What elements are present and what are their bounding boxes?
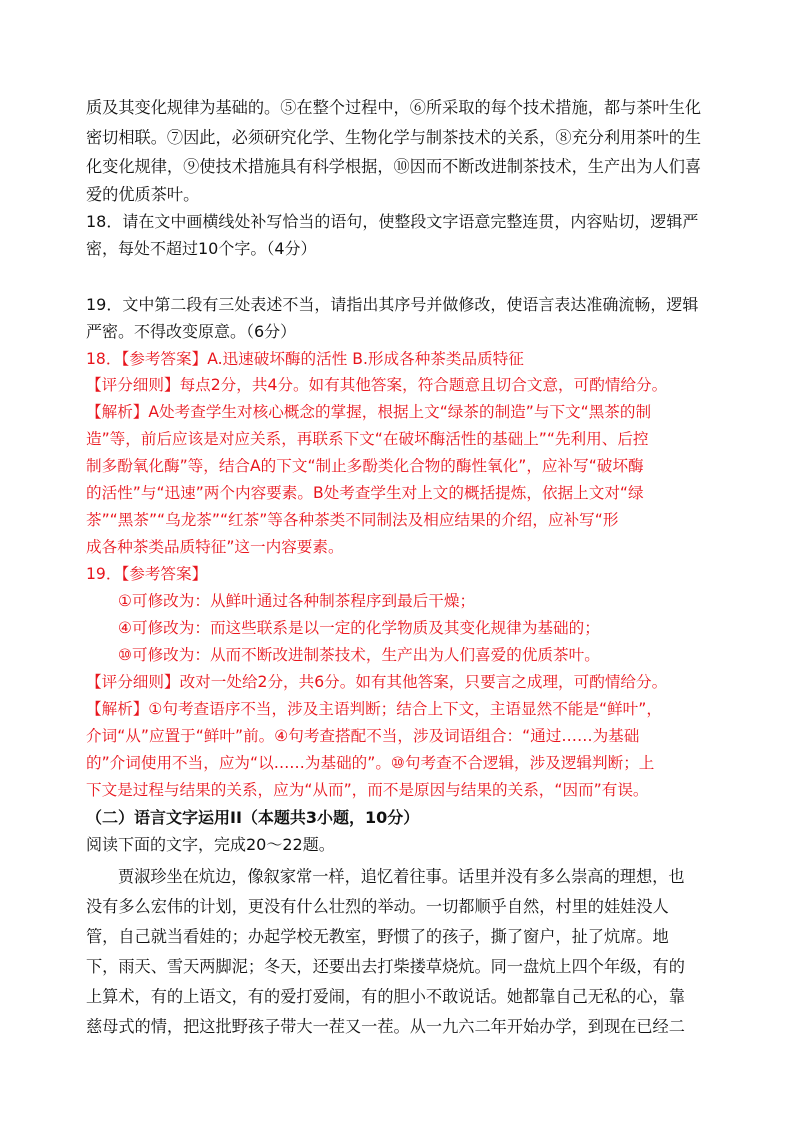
answer-18-analysis: 造”等，前后应该是对应关系，再联系下文“在破坏酶活性的基础上”“先利用、后控	[86, 430, 649, 448]
answer-19-analysis: 【解析】①句考查语序不当，涉及主语判断；结合上下文，主语显然不能是“鲜叶”，	[86, 700, 662, 718]
answer-18-line: 18．【参考答案】A.迅速破坏酶的活性 B.形成各种茶类品质特征	[86, 350, 524, 368]
question-18-line: 密，每处不超过10个字。（4分）	[86, 239, 317, 258]
answer-19-item: ①可修改为：从鲜叶通过各种制茶程序到最后干燥；	[118, 592, 476, 610]
answer-18-analysis: 【解析】A处考查学生对核心概念的掌握，根据上文“绿茶的制造”与下文“黑茶的制	[86, 403, 652, 421]
question-19-line: 19．文中第二段有三处表述不当，请指出其序号并做修改，使语言表达准确流畅，逻辑	[86, 295, 699, 314]
answer-19-item: ④可修改为：而这些联系是以一定的化学物质及其变化规律为基础的；	[118, 619, 600, 637]
passage-2-line: 慈母式的情，把这批野孩子带大一茬又一茬。从一九六二年开始办学，到现在已经二	[86, 1017, 685, 1036]
passage-2-line: 下，雨天、雪天两脚泥；冬天，还要出去打柴搂草烧炕。同一盘炕上四个年级，有的	[86, 957, 685, 976]
passage-2-line: 上算术，有的上语文，有的爱打爱闹，有的胆小不敢说话。她都靠自己无私的心，靠	[86, 987, 685, 1006]
question-19-line: 严密。不得改变原意。（6分）	[86, 322, 297, 341]
answer-19-title: 19．【参考答案】	[86, 565, 208, 583]
passage-line: 质及其变化规律为基础的。⑤在整个过程中，⑥所采取的每个技术措施，都与茶叶生化	[86, 98, 702, 117]
answer-19-scoring: 【评分细则】改对一处给2分，共6分。如有其他答案，只要言之成理，可酌情给分。	[86, 673, 668, 691]
answer-19-analysis: 介词“从”应置于“鲜叶”前。④句考查搭配不当，涉及词语组合：“通过……为基础	[86, 727, 640, 745]
passage-2-line: 贾淑珍坐在炕边，像叙家常一样，追忆着往事。话里并没有多么崇高的理想，也	[118, 867, 685, 886]
answer-18-scoring: 【评分细则】每点2分，共4分。如有其他答案，符合题意且切合文意，可酌情给分。	[86, 376, 668, 394]
answer-18-analysis: 的活性”与“迅速”两个内容要素。B处考查学生对上文的概括提炼，依据上文对“绿	[86, 484, 644, 502]
section-heading: （二）语言文字运用II（本题共3小题，10分）	[86, 808, 420, 827]
answer-18-analysis: 成各种茶类品质特征”这一内容要素。	[86, 538, 344, 556]
question-18-line: 18．请在文中画横线处补写恰当的语句，使整段文字语意完整连贯，内容贴切，逻辑严	[86, 212, 699, 231]
passage-line: 爱的优质茶叶。	[86, 185, 200, 204]
passage-2-line: 没有多么宏伟的计划，更没有什么壮烈的举动。一切都顺乎自然，村里的娃娃没人	[86, 897, 669, 916]
answer-19-analysis: 下文是过程与结果的关系，应为“从而”，而不是原因与结果的关系，“因而”有误。	[86, 781, 649, 799]
answer-19-item: ⑩可修改为：从而不断改进制茶技术，生产出为人们喜爱的优质茶叶。	[118, 646, 600, 664]
passage-2-line: 管，自己就当看娃的；办起学校无教室，野惯了的孩子，撕了窗户，扯了炕席。地	[86, 927, 669, 946]
instruction-text: 阅读下面的文字，完成20～22题。	[86, 835, 335, 854]
answer-19-analysis: 的”介词使用不当，应为“以……为基础的”。⑩句考查不合逻辑，涉及逻辑判断；上	[86, 754, 655, 772]
answer-18-analysis: 茶”“黑茶”“乌龙茶”“红茶”等各种茶类不同制法及相应结果的介绍，应补写“形	[86, 511, 619, 529]
passage-line: 密切相联。⑦因此，必须研究化学、生物化学与制茶技术的关系，⑧充分利用茶叶的生	[86, 128, 702, 147]
passage-line: 化变化规律，⑨使技术措施具有科学根据，⑩因而不断改进制茶技术，生产出为人们喜	[86, 157, 702, 176]
answer-18-analysis: 制多酚氧化酶”等，结合A的下文“制止多酚类化合物的酶性氧化”，应补写“破坏酶	[86, 457, 644, 475]
